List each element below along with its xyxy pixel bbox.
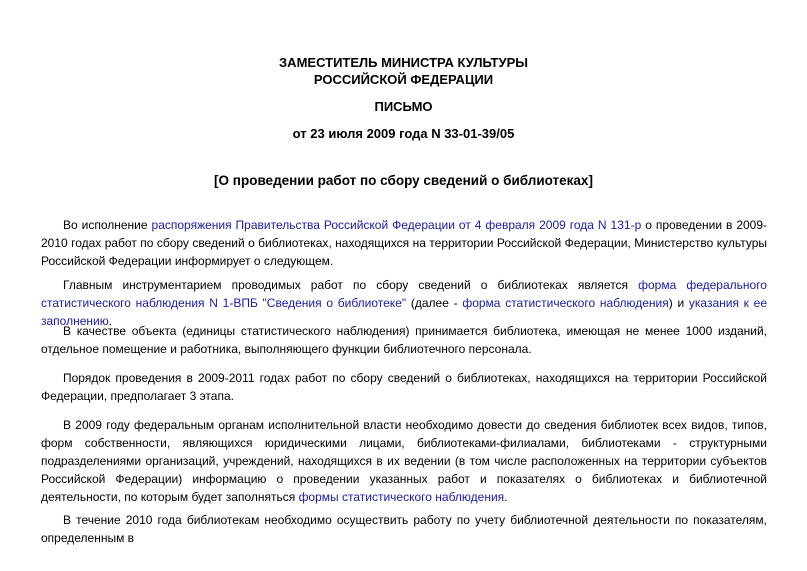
link-statistical-form[interactable]: форма статистического наблюдения [462,296,669,310]
paragraph-1: Во исполнение распоряжения Правительства Российской Федерации от 4 февраля 2009 года N 131-р о проведении в 2009-2010 годах работ по сбору сведений о библиотеках, находящихся на территории Российской Федерации, Министерство культуры Российской Федерации информирует о следующем. [41,218,768,268]
link-form-1-vpb[interactable]: форма федерального статистического наблюдения N 1-ВПБ "Сведения о библиотеке" [41,278,767,310]
link-government-order[interactable]: распоряжения Правительства Российской Федерации от 4 февраля 2009 года N 131-р [151,218,642,232]
document-type: ПИСЬМО [374,99,433,114]
issuer-line-1: ЗАМЕСТИТЕЛЬ МИНИСТРА КУЛЬТУРЫ [279,55,528,70]
document-date-number: от 23 июля 2009 года N 33-01-39/05 [292,126,515,141]
paragraph-4: Порядок проведения в 2009-2011 годах работ по сбору сведений о библиотеках, находящихся на территории Российской Федерации, предполагает 3 этапа. [41,371,767,403]
paragraph-3: В качестве объекта (единицы статистического наблюдения) принимается библиотека, имеющая не менее 1000 изданий, отдельное помещение и работника, выполняющего функции библиотечного персонала. [41,324,767,356]
paragraph-5: В 2009 году федеральным органам исполнительной власти необходимо довести до сведения библиотек всех видов, типов, форм собственности, являющихся юридическими лицами, библиотеками-филиалами, библиотеками - структурными подразделениями организаций, учреждений, находящихся в их ведении (в том числе расположенных на территории субъектов Российской Федерации) информацию о проведении указанных работ и показателях о библиотеках и библиотечной деятельности, по которым будет заполняться формы статистического наблюдения. [41,418,767,504]
document-title: [О проведении работ по сбору сведений о библиотеках] [214,173,593,188]
link-filling-instructions[interactable]: указания к ее заполнению [41,296,768,328]
paragraph-2: Главным инструментарием проводимых работ по сбору сведений о библиотеках является форма федерального статистического наблюдения N 1-ВПБ "Сведения о библиотеке" (далее - форма статистического наблюдения) и указания к ее заполнению. [41,278,768,328]
paragraph-6: В течение 2010 года библиотекам необходимо осуществить работу по учету библиотечной деятельности по показателям, определенным в [41,513,767,545]
issuer-heading [0,54,807,88]
link-statistical-forms[interactable]: формы статистического наблюдения [298,490,505,504]
issuer-line-2: РОССИЙСКОЙ ФЕДЕРАЦИИ [313,72,494,87]
